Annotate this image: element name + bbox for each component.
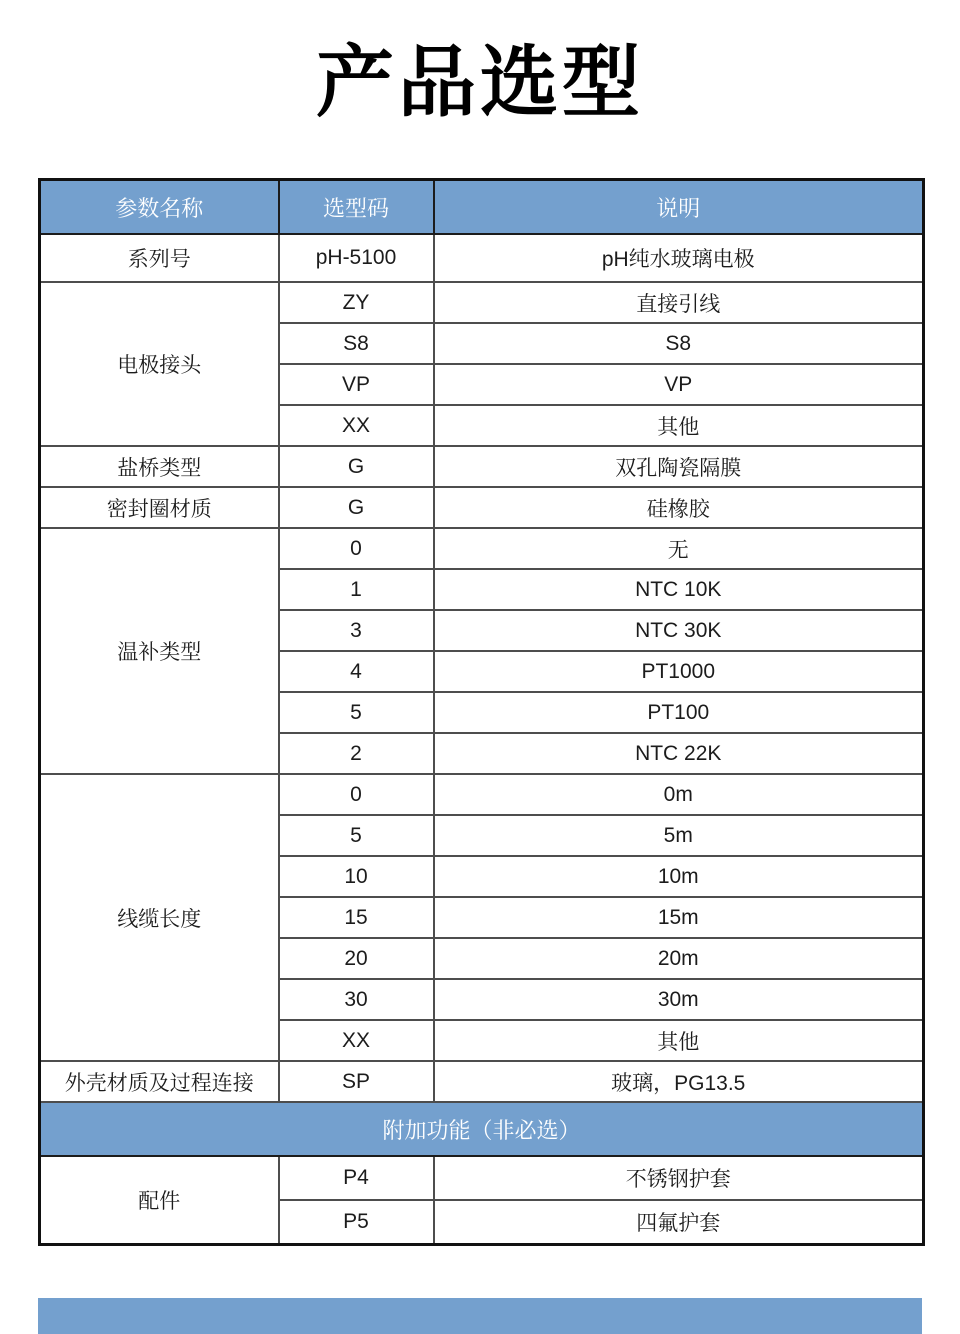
selection-code-cell: G (279, 446, 434, 487)
description-cell: 直接引线 (434, 282, 924, 323)
param-name-cell: 配件 (40, 1156, 279, 1245)
selection-code-cell: 30 (279, 979, 434, 1020)
page-title: 产品选型 (315, 38, 644, 126)
addon-band-row (40, 1102, 924, 1156)
table-row (40, 234, 924, 282)
description-cell: 玻璃，PG13.5 (434, 1061, 924, 1102)
selection-code-cell: ZY (279, 282, 434, 323)
selection-code-cell: P5 (279, 1200, 434, 1245)
param-name-cell: 盐桥类型 (40, 446, 279, 487)
param-name-cell: 密封圈材质 (40, 487, 279, 528)
description-cell: 5m (434, 815, 924, 856)
table-row (40, 1061, 924, 1102)
description-cell: PT1000 (434, 651, 924, 692)
description-cell: NTC 22K (434, 733, 924, 774)
product-selection-table (38, 178, 925, 1246)
description-cell: 四氟护套 (434, 1200, 924, 1245)
selection-code-cell: 0 (279, 528, 434, 569)
description-cell: VP (434, 364, 924, 405)
description-cell: 双孔陶瓷隔膜 (434, 446, 924, 487)
table-row (40, 1156, 924, 1200)
selection-code-cell: SP (279, 1061, 434, 1102)
description-cell: 15m (434, 897, 924, 938)
description-cell: 0m (434, 774, 924, 815)
description-cell: 30m (434, 979, 924, 1020)
description-cell: S8 (434, 323, 924, 364)
header-selection-code: 选型码 (279, 180, 434, 235)
description-cell: PT100 (434, 692, 924, 733)
param-name-cell: 外壳材质及过程连接 (40, 1061, 279, 1102)
description-cell: pH纯水玻璃电极 (434, 234, 924, 282)
selection-code-cell: 1 (279, 569, 434, 610)
param-name-cell: 系列号 (40, 234, 279, 282)
selection-code-cell: 10 (279, 856, 434, 897)
selection-code-cell: 2 (279, 733, 434, 774)
description-cell: 10m (434, 856, 924, 897)
table-header-row (40, 180, 924, 235)
description-cell: NTC 10K (434, 569, 924, 610)
selection-code-cell: S8 (279, 323, 434, 364)
selection-code-cell: 5 (279, 815, 434, 856)
selection-code-cell: 15 (279, 897, 434, 938)
description-cell: 其他 (434, 1020, 924, 1061)
table-row (40, 282, 924, 323)
bottom-accent-bar (38, 1298, 922, 1334)
table-row (40, 487, 924, 528)
selection-code-cell: XX (279, 1020, 434, 1061)
selection-code-cell: 4 (279, 651, 434, 692)
selection-code-cell: 5 (279, 692, 434, 733)
description-cell: 不锈钢护套 (434, 1156, 924, 1200)
description-cell: 硅橡胶 (434, 487, 924, 528)
param-name-cell: 温补类型 (40, 528, 279, 774)
selection-code-cell: VP (279, 364, 434, 405)
selection-code-cell: 0 (279, 774, 434, 815)
description-cell: 无 (434, 528, 924, 569)
table-row (40, 774, 924, 815)
table-row (40, 528, 924, 569)
selection-code-cell: P4 (279, 1156, 434, 1200)
description-cell: NTC 30K (434, 610, 924, 651)
selection-code-cell: 3 (279, 610, 434, 651)
description-cell: 其他 (434, 405, 924, 446)
selection-code-cell: pH-5100 (279, 234, 434, 282)
table-row (40, 446, 924, 487)
header-param-name: 参数名称 (40, 180, 279, 235)
param-name-cell: 电极接头 (40, 282, 279, 446)
selection-code-cell: XX (279, 405, 434, 446)
addon-band-label: 附加功能（非必选） (40, 1102, 924, 1156)
header-description: 说明 (434, 180, 924, 235)
param-name-cell: 线缆长度 (40, 774, 279, 1061)
selection-code-cell: 20 (279, 938, 434, 979)
selection-code-cell: G (279, 487, 434, 528)
description-cell: 20m (434, 938, 924, 979)
